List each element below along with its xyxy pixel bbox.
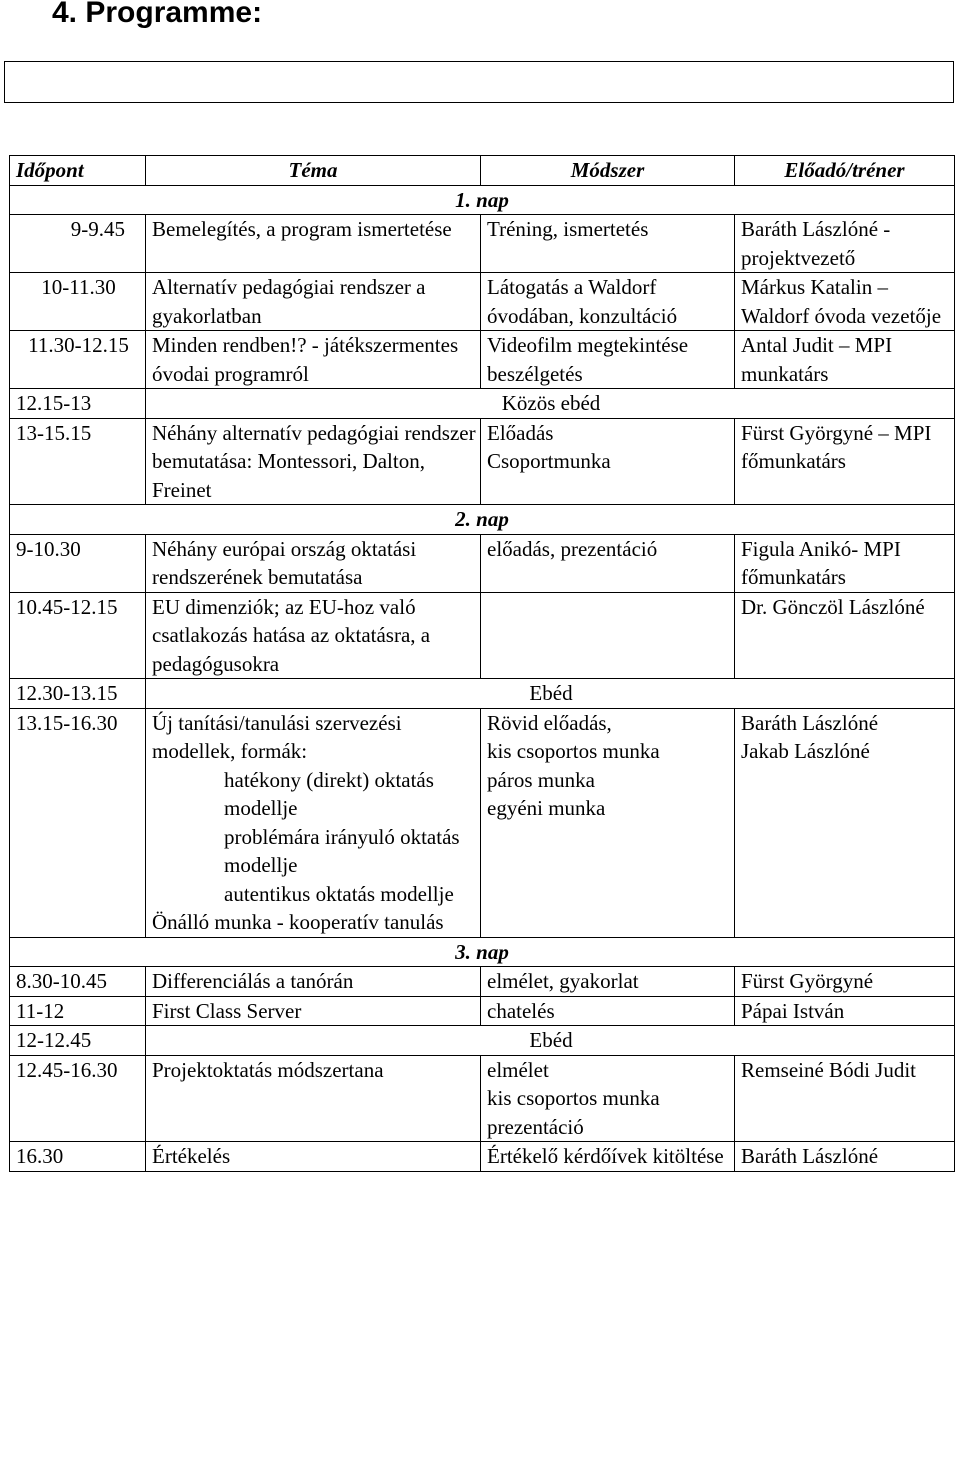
topic-cell bbox=[146, 708, 481, 937]
table-header-row bbox=[10, 156, 955, 186]
topic-cell: Differenciálás a tanórán bbox=[146, 967, 481, 997]
table-row bbox=[10, 389, 955, 419]
method-line: elmélet bbox=[487, 1057, 549, 1082]
method-line: Rövid előadás, bbox=[487, 710, 612, 735]
presenter-cell: Fürst Györgyné bbox=[735, 967, 955, 997]
day2-label: 2. nap bbox=[10, 505, 955, 535]
time-cell: 11.30-12.15 bbox=[10, 331, 146, 389]
empty-box bbox=[4, 61, 954, 103]
method-cell bbox=[481, 708, 735, 937]
day-row bbox=[10, 937, 955, 967]
day-row bbox=[10, 185, 955, 215]
method-cell bbox=[481, 592, 735, 679]
method-cell: Videofilm megtekintése beszélgetés bbox=[481, 331, 735, 389]
time-cell: 12-12.45 bbox=[10, 1026, 146, 1056]
time-cell: 12.45-16.30 bbox=[10, 1055, 146, 1142]
topic-cell: Néhány európai ország oktatási rendszerének bemutatása bbox=[146, 534, 481, 592]
topic-intro: Új tanítási/tanulási szervezési modellek, formák: bbox=[152, 710, 402, 763]
table-row bbox=[10, 215, 955, 273]
method-line: Csoportmunka bbox=[487, 449, 611, 473]
table-row bbox=[10, 967, 955, 997]
time-cell: 11-12 bbox=[10, 996, 146, 1026]
table-row bbox=[10, 679, 955, 709]
table-row bbox=[10, 708, 955, 937]
table-row bbox=[10, 1142, 955, 1172]
topic-cell: Értékelés bbox=[146, 1142, 481, 1172]
method-cell: chatelés bbox=[481, 996, 735, 1026]
presenter-cell: Remseiné Bódi Judit bbox=[735, 1055, 955, 1142]
topic-cell: First Class Server bbox=[146, 996, 481, 1026]
time-cell: 13-15.15 bbox=[10, 418, 146, 505]
method-line: páros munka bbox=[487, 767, 595, 792]
day1-label: 1. nap bbox=[10, 185, 955, 215]
topic-cell: Minden rendben!? - játékszermentes óvodai programról bbox=[146, 331, 481, 389]
method-cell: Értékelő kérdőívek kitöltése bbox=[481, 1142, 735, 1172]
time-cell: 8.30-10.45 bbox=[10, 967, 146, 997]
time-cell: 12.30-13.15 bbox=[10, 679, 146, 709]
header-topic: Téma bbox=[146, 156, 481, 186]
topic-cell: Projektoktatás módszertana bbox=[146, 1055, 481, 1142]
table-row bbox=[10, 1055, 955, 1142]
lunch-cell: Ebéd bbox=[146, 1026, 955, 1056]
topic-cell: Bemelegítés, a program ismertetése bbox=[146, 215, 481, 273]
time-cell: 16.30 bbox=[10, 1142, 146, 1172]
method-line: Előadás bbox=[487, 420, 554, 445]
day-row bbox=[10, 505, 955, 535]
header-method: Módszer bbox=[481, 156, 735, 186]
presenter-cell: Fürst Györgyné – MPI főmunkatárs bbox=[735, 418, 955, 505]
presenter-cell: Baráth Lászlóné bbox=[735, 1142, 955, 1172]
table-row bbox=[10, 592, 955, 679]
method-cell: Tréning, ismertetés bbox=[481, 215, 735, 273]
method-line: kis csoportos munka bbox=[487, 739, 660, 763]
method-line: egyéni munka bbox=[487, 796, 606, 820]
page-heading: 4. Programme: bbox=[52, 0, 263, 29]
topic-cell: Néhány alternatív pedagógiai rendszer bemutatása: Montessori, Dalton, Freinet bbox=[146, 418, 481, 505]
time-cell: 9-10.30 bbox=[10, 534, 146, 592]
method-cell: előadás, prezentáció bbox=[481, 534, 735, 592]
time-cell: 9-9.45 bbox=[10, 215, 146, 273]
topic-item: hatékony (direkt) oktatás modellje bbox=[224, 767, 434, 820]
day3-label: 3. nap bbox=[10, 937, 955, 967]
method-cell: Látogatás a Waldorf óvodában, konzultáció bbox=[481, 273, 735, 331]
time-cell: 10-11.30 bbox=[10, 273, 146, 331]
method-cell bbox=[481, 418, 735, 505]
topic-outro: Önálló munka - kooperatív tanulás bbox=[152, 910, 444, 934]
table-row bbox=[10, 1026, 955, 1056]
time-cell: 12.15-13 bbox=[10, 389, 146, 419]
presenter-line: Jakab Lászlóné bbox=[741, 739, 870, 763]
time-cell: 13.15-16.30 bbox=[10, 708, 146, 937]
presenter-cell: Figula Anikó- MPI főmunkatárs bbox=[735, 534, 955, 592]
header-time: Időpont bbox=[10, 156, 146, 186]
topic-cell: EU dimenziók; az EU-hoz való csatlakozás hatása az oktatásra, a pedagógusokra bbox=[146, 592, 481, 679]
presenter-cell: Pápai István bbox=[735, 996, 955, 1026]
table-row bbox=[10, 418, 955, 505]
presenter-cell: Dr. Gönczöl Lászlóné bbox=[735, 592, 955, 679]
presenter-cell bbox=[735, 708, 955, 937]
table-row bbox=[10, 331, 955, 389]
method-cell: elmélet, gyakorlat bbox=[481, 967, 735, 997]
presenter-line: Baráth Lászlóné bbox=[741, 710, 879, 735]
method-line: kis csoportos munka bbox=[487, 1086, 660, 1110]
programme-table bbox=[9, 155, 955, 1172]
method-cell bbox=[481, 1055, 735, 1142]
method-line: prezentáció bbox=[487, 1114, 584, 1139]
table-row bbox=[10, 534, 955, 592]
header-presenter: Előadó/tréner bbox=[735, 156, 955, 186]
presenter-cell: Antal Judit – MPI munkatárs bbox=[735, 331, 955, 389]
lunch-cell: Ebéd bbox=[146, 679, 955, 709]
time-cell: 10.45-12.15 bbox=[10, 592, 146, 679]
topic-cell: Alternatív pedagógiai rendszer a gyakorlatban bbox=[146, 273, 481, 331]
presenter-cell: Márkus Katalin – Waldorf óvoda vezetője bbox=[735, 273, 955, 331]
topic-item: autentikus oktatás modellje bbox=[224, 881, 454, 906]
lunch-cell: Közös ebéd bbox=[146, 389, 955, 419]
topic-item: problémára irányuló oktatás modellje bbox=[224, 824, 460, 877]
presenter-cell: Baráth Lászlóné - projektvezető bbox=[735, 215, 955, 273]
table-row bbox=[10, 273, 955, 331]
table-row bbox=[10, 996, 955, 1026]
